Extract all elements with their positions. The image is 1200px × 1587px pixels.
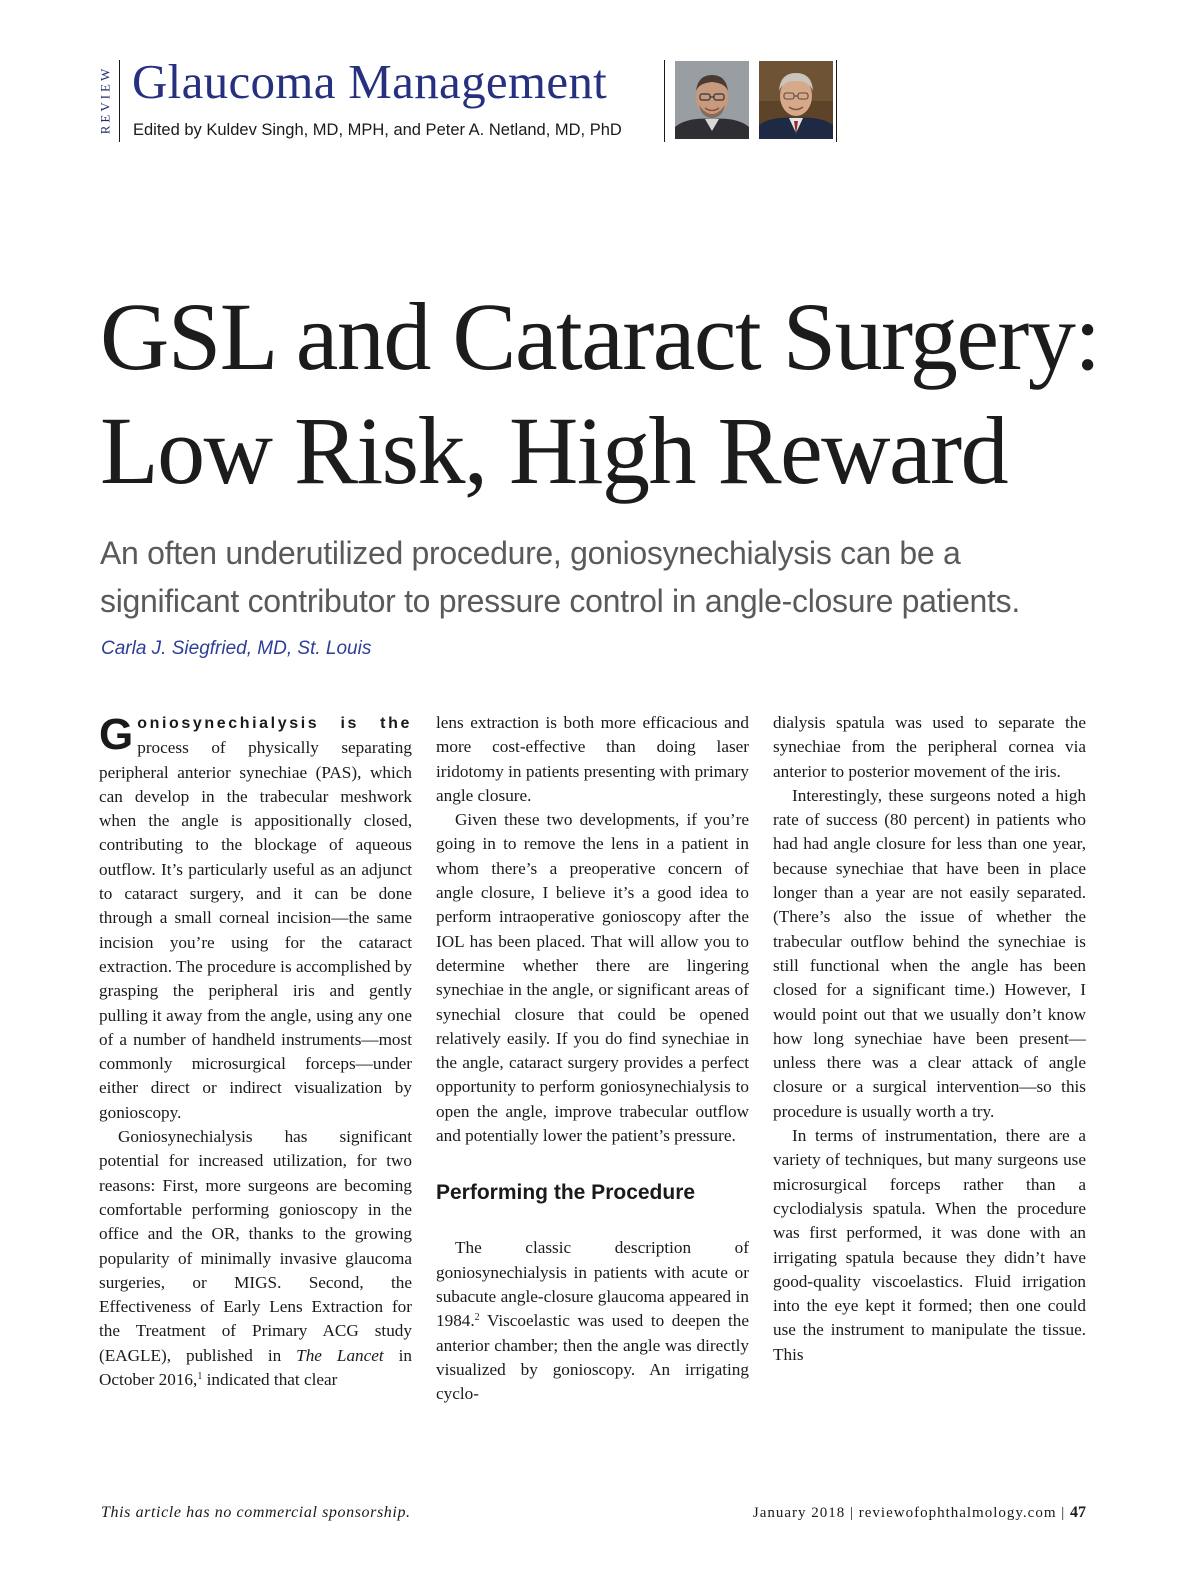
paragraph: Interestingly, these surgeons noted a high rate of success (80 percent) in patients who had had angle closure for less than one year, because synechiae that have been in place longer than a year are not easily separated. (There’s also the issue of whether the trabecular outflow behind the synechiae is still functional when the angle has been closed for a significant time.) However, I would point out that we usually don’t know how long synechiae have been present—unless there was a clear attack of angle closure or a surgical intervention—so this procedure is usually worth a try.: [773, 785, 1086, 1121]
paragraph-text: in October 2016,: [99, 1345, 413, 1390]
reference-marker: 1: [197, 1371, 203, 1383]
body-column-2: [436, 711, 749, 1406]
article-deck: [100, 529, 1120, 625]
paragraph: dialysis spatula was used to separate the synechiae from the peripheral cornea via anterior to posterior movement of the iris.: [773, 713, 1086, 781]
reference-marker: 2: [474, 1312, 480, 1324]
editors-line: Edited by Kuldev Singh, MD, MPH, and Peter A. Netland, MD, PhD: [133, 121, 622, 139]
article-deck-line-1: An often underutilized procedure, goniosynechialysis can be a: [100, 535, 961, 571]
article-deck-line-2: significant contributor to pressure control in angle-closure patients.: [100, 583, 1020, 619]
header-divider-right: [836, 60, 837, 142]
paragraph: Given these two developments, if you’re going in to remove the lens in a patient in whom there’s a preoperative concern of angle closure, I believe it’s a good idea to perform intraoperative gonioscopy after the IOL has been placed. That will allow you to determine whether there are lingering synechiae in the angle, or significant areas of synechial closure that could be opened relatively easily. If you do find synechiae in the angle, cataract surgery provides a perfect opportunity to perform goniosynechialysis to open the angle, improve trabecular outflow and potentially lower the patient’s pressure.: [436, 810, 749, 1146]
byline: Carla J. Siegfried, MD, St. Louis: [101, 638, 372, 659]
paragraph: In terms of instrumentation, there are a variety of techniques, but many surgeons use microsurgical forceps rather than a cyclodialysis spatula. When the procedure was first performed, it was done with an irrigating spatula because they didn’t have good-quality viscoelastics. Fluid irrigation into the eye kept it formed; then one could use the instrument to manipulate the tissue. This: [773, 1126, 1086, 1364]
article-title-line-2: Low Risk, High Reward: [100, 397, 1008, 504]
body-column-1: [99, 711, 412, 1392]
paragraph-text: process of physically separating peripheral anterior synechiae (PAS), which can develop in the trabecular meshwork when the angle is appositionally closed, contributing to the blockage of aqueous outflow. It’s particularly useful as an adjunct to cataract surgery, and it can be done through a small corneal incision—the same incision you’re using for the cataract extraction. The procedure is accomplished by grasping the peripheral iris and gently pulling it away from the angle, using any one of a number of handheld instruments—most commonly microsurgical forceps—under either direct or indirect visualization by gonioscopy.: [99, 738, 412, 1122]
journal-name: The Lancet: [296, 1345, 384, 1365]
lead-in: oniosynechialysis is the: [137, 715, 412, 732]
paragraph-text: Goniosynechialysis has significant potential for increased utilization, for two reasons: First, more surgeons are becoming comfortable performing gonioscopy in the office and the OR, thanks to the growing popularity of minimally invasive glaucoma surgeries, or MIGS. Second, the Effectiveness of Early Lens Extraction for the Treatment of Primary ACG study (EAGLE), published in: [99, 1127, 412, 1365]
header-divider-left: [119, 60, 120, 142]
subhead: Performing the Procedure: [436, 1181, 696, 1205]
paragraph: [99, 711, 412, 1125]
portrait-icon: [675, 61, 749, 139]
sponsorship-note: This article has no commercial sponsorship.: [101, 1504, 411, 1521]
article-title: [100, 280, 1120, 508]
paragraph-text: Viscoelastic was used to deepen the anterior chamber; then the angle was directly visualized by gonioscopy. An irrigating cyclo-: [436, 1311, 749, 1404]
drop-cap: G: [99, 710, 134, 759]
article-title-line-1: GSL and Cataract Surgery:: [100, 283, 1100, 390]
issue-info: January 2018 | reviewofophthalmology.com |: [752, 1505, 1066, 1521]
paragraph: [436, 1236, 749, 1406]
review-tag: [94, 60, 116, 140]
review-tag-label: REVIEW: [97, 65, 113, 135]
paragraph-text: The classic description of goniosynechialysis in patients with acute or subacute angle-closure glaucoma appeared in 1984.: [436, 1238, 749, 1331]
section-title: Glaucoma Management: [132, 54, 608, 109]
header-divider-mid: [664, 60, 665, 142]
paragraph: lens extraction is both more efficacious and more cost-effective than doing laser iridotomy in patients presenting with primary angle closure.: [436, 713, 749, 805]
body-column-3: [773, 711, 1086, 1367]
editor-photo-1: [675, 61, 749, 139]
paragraph-text: indicated that clear: [206, 1370, 338, 1390]
paragraph: [99, 1125, 412, 1392]
portrait-icon: [759, 61, 833, 139]
page-footer: [753, 1504, 1086, 1522]
page-number: 47: [1070, 1504, 1086, 1521]
editor-photo-2: [759, 61, 833, 139]
